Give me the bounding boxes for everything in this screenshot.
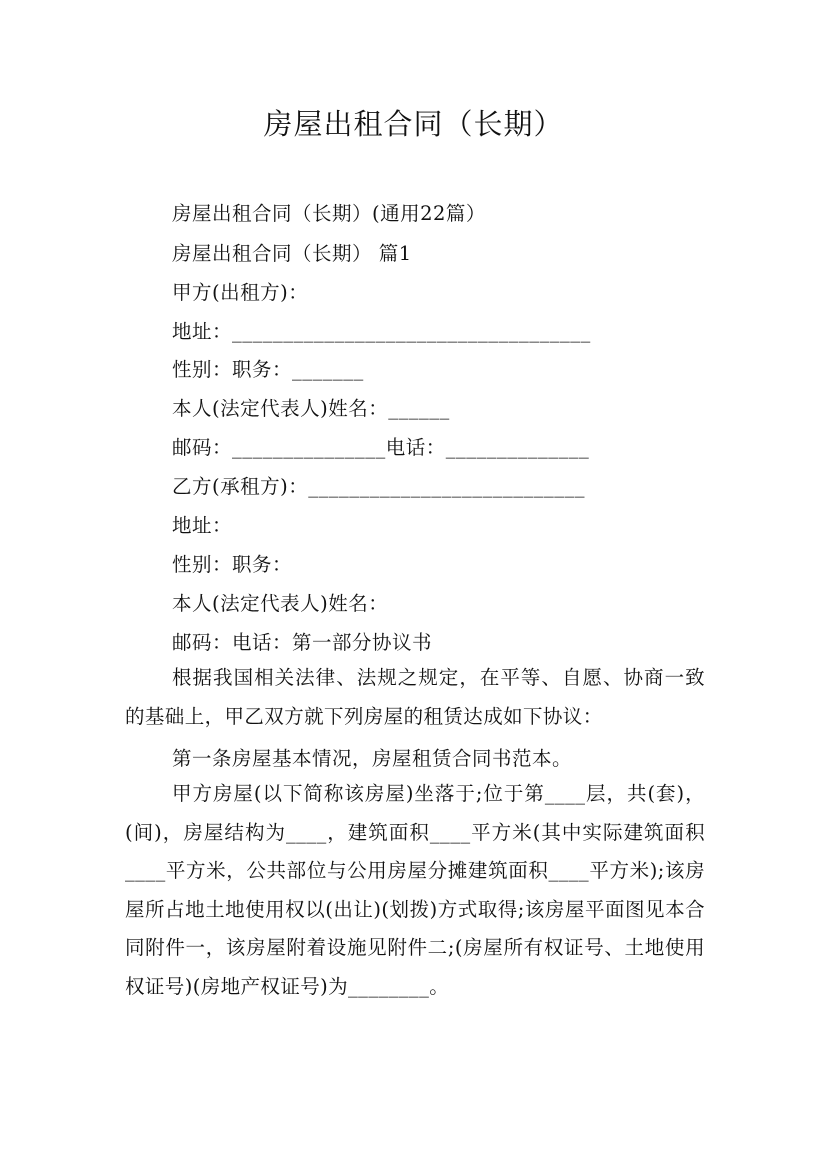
document-title: 房屋出租合同（长期）	[263, 107, 564, 141]
clause-1-heading: 第一条房屋基本情况，房屋租赁合同书范本。	[172, 747, 573, 770]
party-a-gender-title-field: 性别：职务：_______	[172, 358, 364, 381]
party-a-representative-field: 本人(法定代表人)姓名：______	[172, 397, 450, 420]
preamble-paragraph: 根据我国相关法律、法规之规定，在平等、自愿、协商一致的基础上，甲乙双方就下列房屋的租赁达成如下协议：	[125, 666, 705, 728]
document-subtitle: 房屋出租合同（长期）(通用22篇）	[172, 202, 486, 225]
section-heading: 房屋出租合同（长期） 篇1	[172, 242, 412, 265]
party-b-representative-field: 本人(法定代表人)姓名：	[172, 592, 389, 615]
party-b-label-field: 乙方(承租方)：___________________________	[172, 475, 585, 498]
party-b-gender-title-field: 性别：职务：	[172, 553, 293, 576]
party-a-label: 甲方(出租方)：	[172, 281, 309, 304]
party-a-address-field: 地址：___________________________________	[172, 320, 591, 343]
clause-1-paragraph: 甲方房屋(以下简称该房屋)坐落于;位于第____层，共(套)，(间)，房屋结构为____，建筑面积____平方米(其中实际建筑面积____平方米，公共部位与公用房屋分摊建筑面积____平方米);该房屋所占地土地使用权以(出让)(划拨)方式取得;该房屋平面图见本合同附件一，该房屋附着设施见附件二;(房屋所有权证号、土地使用权证号)(房地产权证号)为________。	[125, 782, 705, 998]
party-b-address-field: 地址：	[172, 514, 233, 537]
party-a-postcode-phone-field: 邮码：_______________电话：______________	[172, 436, 590, 459]
party-b-postcode-phone-field: 邮码：电话：第一部分协议书	[172, 631, 433, 654]
